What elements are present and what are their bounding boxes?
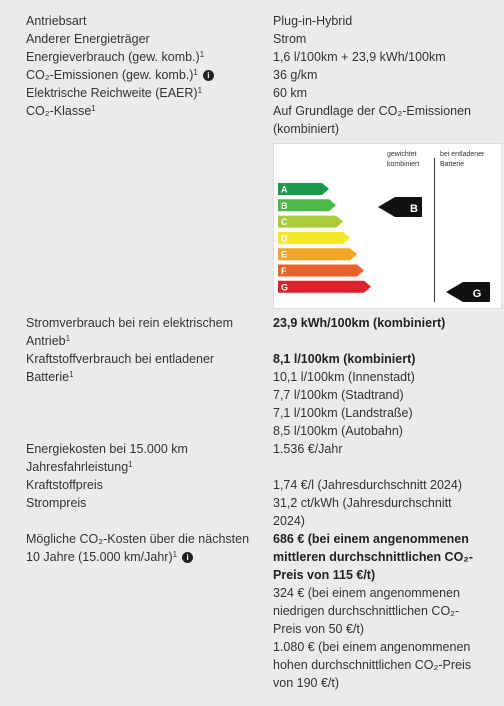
- class-bar-c: [278, 216, 343, 228]
- value-co2: 36 g/km: [273, 68, 318, 82]
- label-stromverbrauch: Stromverbrauch bei rein elektrischem Antrieb$^1$: [26, 316, 234, 348]
- discharged-class-letter: G: [472, 288, 482, 300]
- footnote-marker: 1: [65, 334, 71, 343]
- class-letter-a: A: [281, 184, 288, 195]
- class-bar-e: [278, 248, 357, 260]
- value-kraftstoffpreis: 1,74 €/l (Jahresdurchschnitt 2024): [273, 478, 462, 492]
- value-strompreis: 31,2 ct/kWh (Jahresdurchschnitt 2024): [273, 496, 452, 528]
- label-co2-kosten: Mögliche CO₂-Kosten über die nächsten 10 Jahre (15.000 km/Jahr)$^1$ i: [26, 532, 250, 564]
- footnote-marker: 1: [197, 86, 203, 95]
- footnote-marker: 1: [172, 550, 178, 559]
- class-scale-svg: [274, 144, 501, 308]
- weighted-class-letter: B: [410, 203, 418, 215]
- value-kraftstoffverbrauch: 8,1 l/100km (kombiniert) 10,1 l/100km (Innenstadt) 7,7 l/100km (Stadtrand) 7,1 l/100km (Landstraße) 8,5 l/100km (Autobahn): [273, 352, 416, 438]
- class-bar-d: [278, 232, 350, 244]
- label-antriebsart: Antriebsart: [26, 14, 87, 28]
- class-bar-g: [278, 281, 371, 293]
- footnote-marker: 1: [199, 50, 205, 59]
- footnote-marker: 1: [193, 68, 198, 77]
- class-letter-d: D: [281, 233, 288, 244]
- label-co2: CO₂-Emissionen (gew. komb.)$^1$ i: [26, 66, 266, 84]
- class-letter-g: G: [281, 282, 289, 293]
- class-letter-b: B: [281, 200, 288, 211]
- footnote-marker: 1: [128, 460, 133, 469]
- value-co2-kosten: 686 € (bei einem angenommenen mittleren durchschnittlichen CO₂- Preis von 115 €/t) 324 € (bei einem angenommenen niedrigen durchschnittlichen CO₂- Preis von 50 €/t) 1.080 € (bei einem angenommenen hohen durchschnittlichen CO₂-Preis von 190 €/t): [273, 532, 474, 690]
- value-energietraeger: Strom: [273, 32, 307, 46]
- header-discharged: bei entladener Batterie: [440, 151, 485, 168]
- co2-class-label: [273, 143, 502, 309]
- info-icon[interactable]: i: [182, 552, 193, 563]
- label-kraftstoffverbrauch: Kraftstoffverbrauch bei entladener Batterie$^1$: [26, 352, 215, 384]
- footnote-marker: 1: [69, 370, 74, 379]
- label-energietraeger: Anderer Energieträger: [26, 32, 150, 46]
- discharged-class-arrow: [446, 282, 490, 302]
- footnote-marker: 1: [91, 104, 96, 113]
- class-letter-c: C: [281, 217, 288, 228]
- value-energiekosten: 1.536 €/Jahr: [273, 442, 343, 456]
- value-energieverbrauch: 1,6 l/100km + 23,9 kWh/100km: [273, 50, 446, 64]
- value-stromverbrauch: 23,9 kWh/100km (kombiniert): [273, 316, 446, 330]
- class-letter-f: F: [281, 266, 287, 276]
- header-weighted: gewichtet kombiniert: [387, 151, 420, 168]
- label-reichweite: Elektrische Reichweite (EAER)$^1$: [26, 86, 203, 100]
- class-bar-f: [278, 265, 364, 277]
- label-kraftstoffpreis: Kraftstoffpreis: [26, 478, 103, 492]
- info-icon[interactable]: i: [203, 70, 214, 81]
- label-klasse: CO₂-Klasse$^1$: [26, 104, 96, 118]
- label-energiekosten: Energiekosten bei 15.000 km Jahresfahrleistung$^1$: [26, 442, 188, 474]
- value-reichweite: 60 km: [273, 86, 308, 100]
- class-letter-e: E: [281, 249, 288, 260]
- value-antriebsart: Plug-in-Hybrid: [273, 14, 353, 28]
- weighted-class-arrow: [378, 197, 422, 217]
- value-klasse: Auf Grundlage der CO₂-Emissionen (kombiniert): [273, 104, 471, 136]
- label-strompreis: Strompreis: [26, 496, 87, 510]
- label-energieverbrauch: Energieverbrauch (gew. komb.)$^1$: [26, 50, 205, 64]
